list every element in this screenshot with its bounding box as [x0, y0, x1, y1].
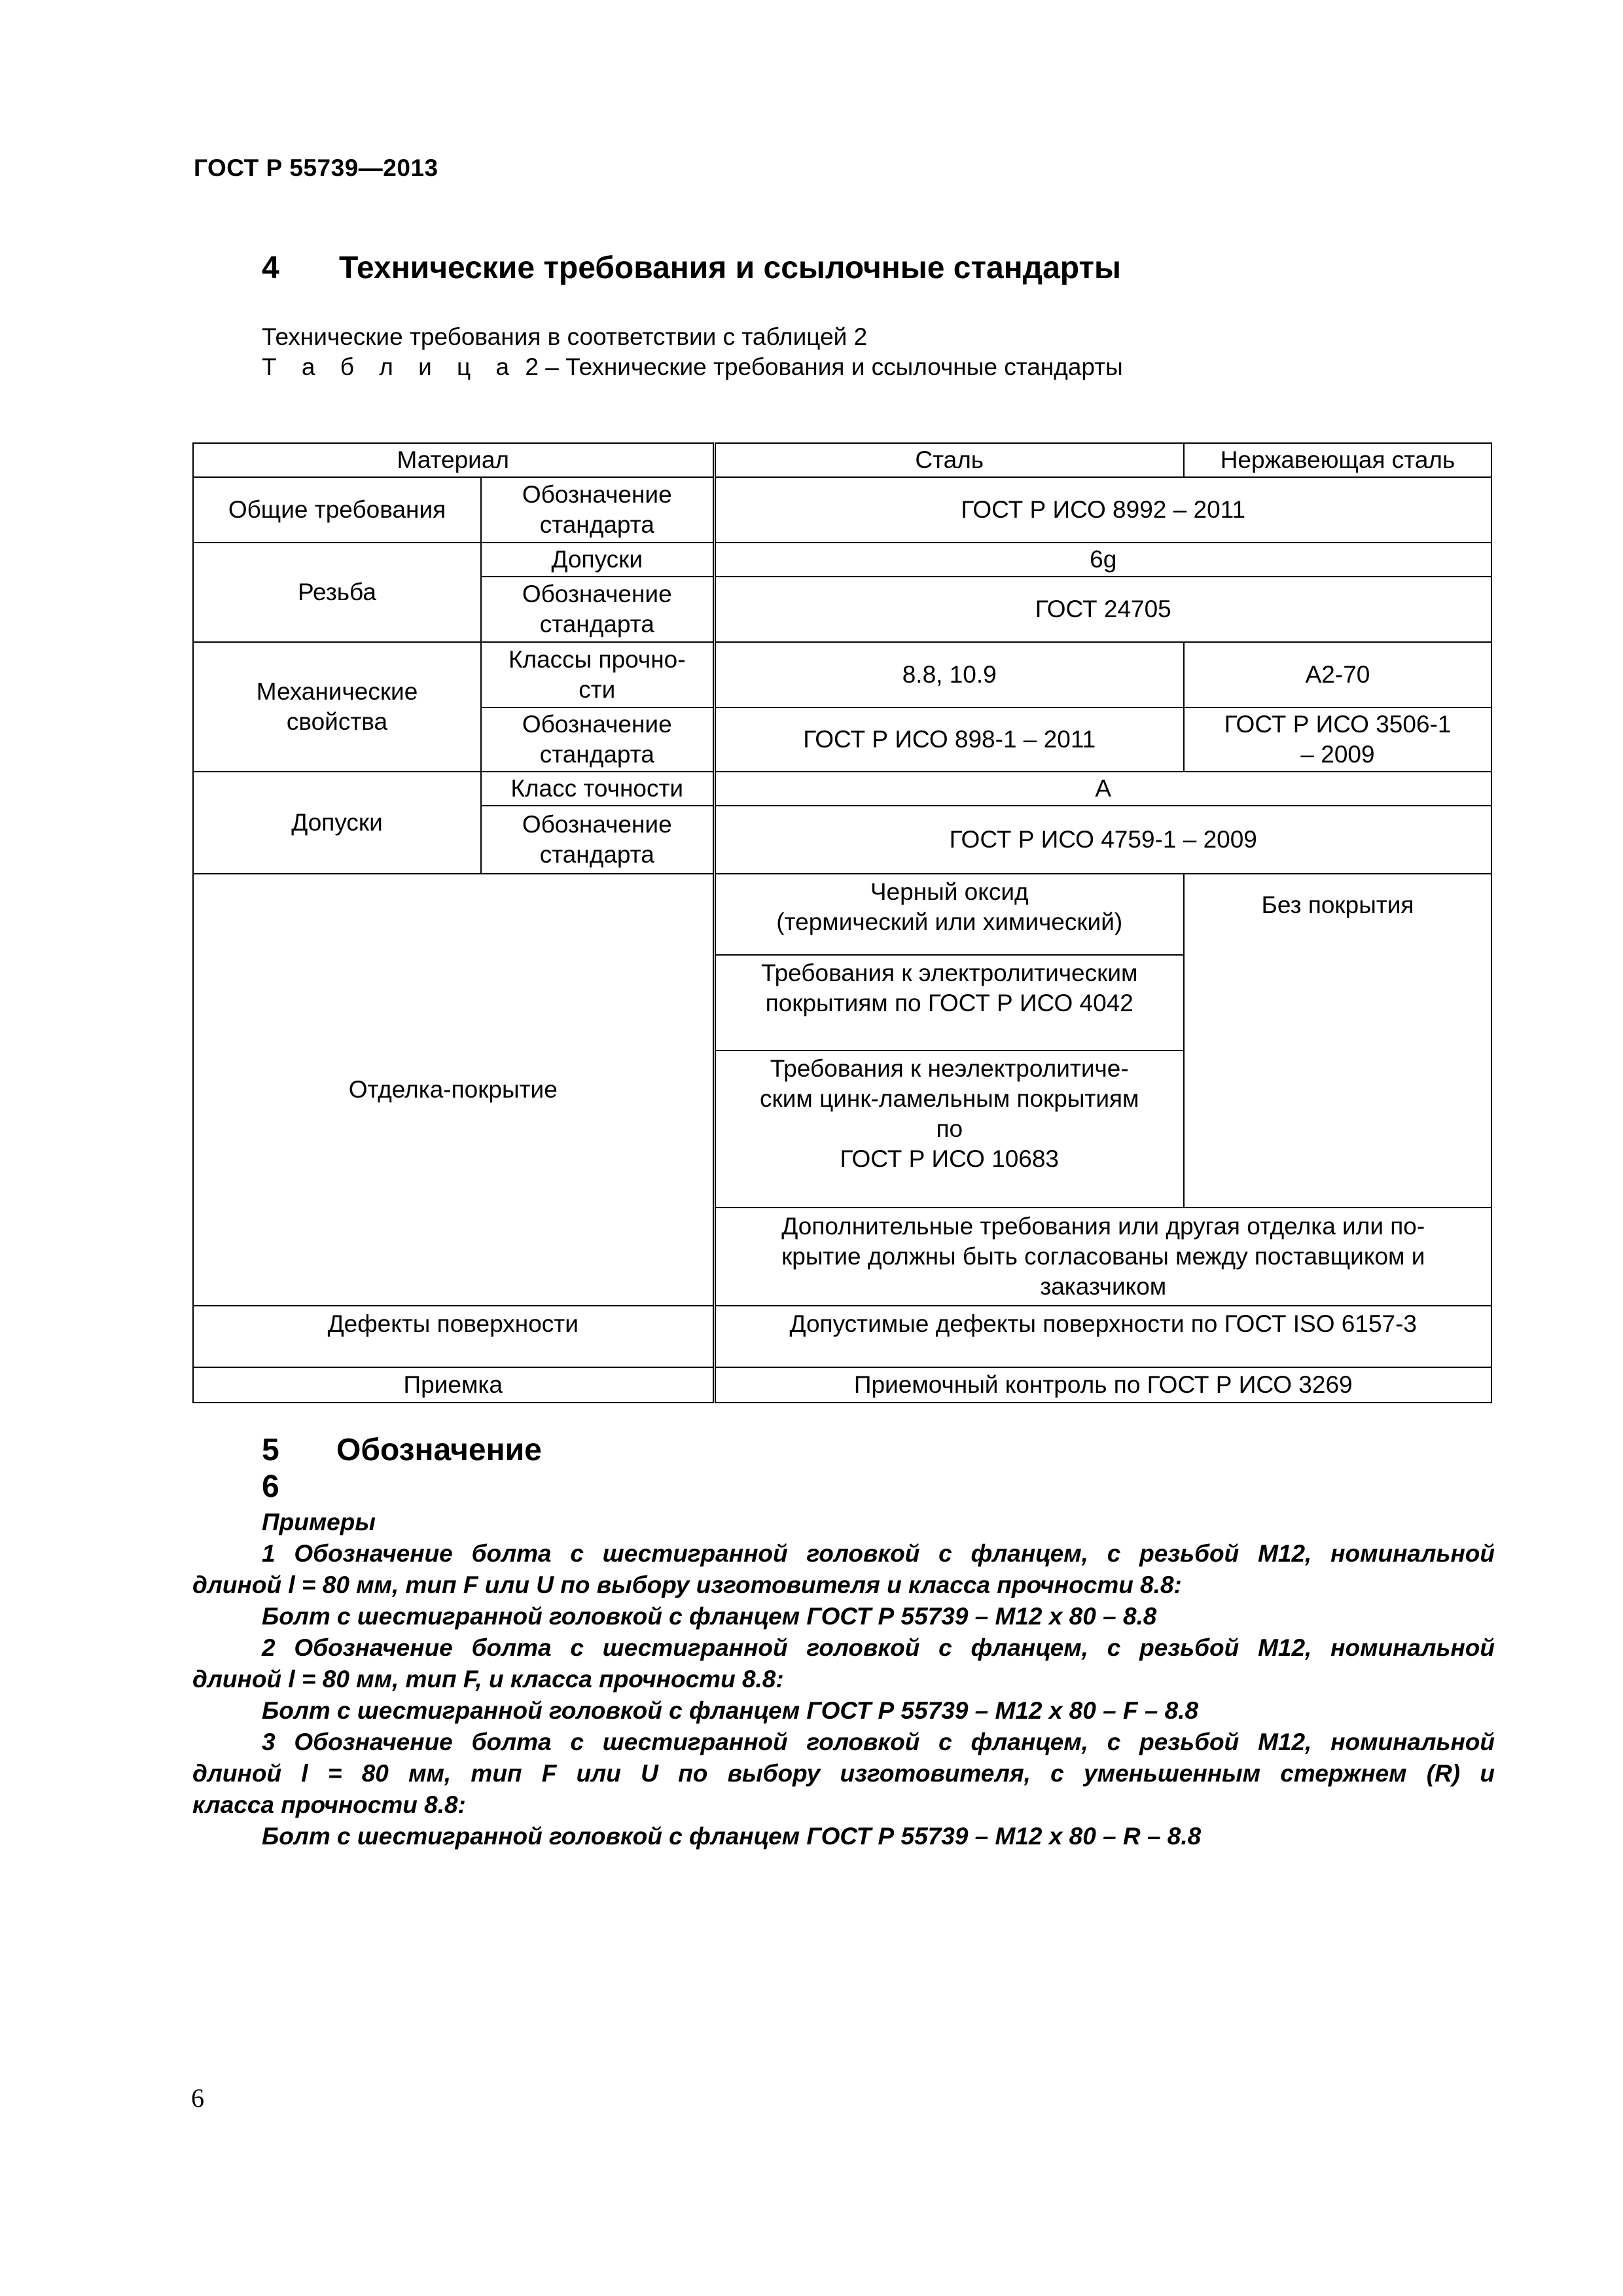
example-1-line-2: длиной l = 80 мм, тип F или U по выбору изготовителя и класса прочности 8.8: [192, 1571, 1182, 1598]
general-designation: Обозначение стандарта [481, 477, 714, 543]
thread-designation-value: ГОСТ 24705 [714, 577, 1491, 642]
mechanical-classes-steel: 8.8, 10.9 [714, 642, 1184, 708]
examples-block [192, 1507, 1495, 1852]
examples-heading: Примеры [262, 1509, 376, 1535]
example-3-line-2: длиной l = 80 мм, тип F или U по выбору изготовителя, с уменьшенным стержнем (R) и [192, 1760, 1495, 1787]
section-5-title: Обозначение [336, 1433, 542, 1467]
tolerances-accuracy-value: A [714, 772, 1491, 806]
finish-additional: Дополнительные требования или другая отделка или по- крытие должны быть согласованы между поставщиком и заказчиком [714, 1208, 1491, 1306]
example-1-result: Болт с шестигранной головкой с фланцем ГОСТ Р 55739 – М12 х 80 – 8.8 [262, 1603, 1157, 1630]
tolerances-designation: Обозначение стандарта [481, 806, 714, 874]
tolerances-accuracy: Класс точности [481, 772, 714, 806]
header-material: Материал [193, 443, 714, 477]
acceptance-label: Приемка [193, 1367, 714, 1403]
header-steel: Сталь [714, 443, 1184, 477]
general-value: ГОСТ Р ИСО 8992 – 2011 [714, 477, 1491, 543]
finish-label: Отделка-покрытие [193, 874, 714, 1306]
example-3-result: Болт с шестигранной головкой с фланцем ГОСТ Р 55739 – М12 х 80 – R – 8.8 [262, 1823, 1202, 1850]
table-row-mechanical-classes [193, 642, 1491, 708]
section-4-title: Технические требования и ссылочные стандарты [339, 251, 1121, 285]
mechanical-classes: Классы прочно- сти [481, 642, 714, 708]
finish-electroplated: Требования к электролитическим покрытиям по ГОСТ Р ИСО 4042 [714, 955, 1184, 1050]
table-caption [262, 353, 1123, 381]
general-label: Общие требования [193, 477, 481, 543]
header-stainless: Нержавеющая сталь [1184, 443, 1491, 477]
mechanical-designation-stainless: ГОСТ Р ИСО 3506-1 – 2009 [1184, 708, 1491, 772]
example-2-line-1: 2 Обозначение болта с шестигранной головкой с фланцем, с резьбой М12, номинальной [262, 1634, 1495, 1661]
finish-no-coating: Без покрытия [1184, 874, 1491, 1208]
table-row-finish-oxide [193, 874, 1491, 955]
example-2-line-2: длиной l = 80 мм, тип F, и класса прочности 8.8: [192, 1666, 784, 1693]
example-3-line-1: 3 Обозначение болта с шестигранной головкой с фланцем, с резьбой М12, номинальной [262, 1729, 1495, 1755]
mechanical-classes-stainless: A2-70 [1184, 642, 1491, 708]
table-row-tolerances-accuracy [193, 772, 1491, 806]
example-1-line-1: 1 Обозначение болта с шестигранной головкой с фланцем, с резьбой М12, номинальной [262, 1540, 1495, 1567]
section-4-number: 4 [262, 251, 279, 285]
finish-zinc-flake: Требования к неэлектролитиче- ским цинк-ламельным покрытиям по ГОСТ Р ИСО 10683 [714, 1050, 1184, 1208]
table-row-defects [193, 1306, 1491, 1367]
mechanical-designation-steel: ГОСТ Р ИСО 898-1 – 2011 [714, 708, 1184, 772]
mechanical-label: Механические свойства [193, 642, 481, 772]
thread-tolerances: Допуски [481, 543, 714, 577]
mechanical-designation: Обозначение стандарта [481, 708, 714, 772]
section-6-number: 6 [262, 1469, 279, 1504]
defects-value: Допустимые дефекты поверхности по ГОСТ ISO 6157-3 [714, 1306, 1491, 1367]
document-code: ГОСТ Р 55739—2013 [194, 154, 438, 181]
finish-black-oxide: Черный оксид (термический или химический) [714, 874, 1184, 955]
table-caption-label: Т а б л и ц а [262, 353, 519, 380]
defects-label: Дефекты поверхности [193, 1306, 714, 1367]
thread-designation: Обозначение стандарта [481, 577, 714, 642]
page-number: 6 [191, 2083, 204, 2113]
table-row-thread-tolerances [193, 543, 1491, 577]
table-caption-text: 2 – Технические требования и ссылочные стандарты [525, 353, 1123, 380]
thread-tolerances-value: 6g [714, 543, 1491, 577]
tolerances-label: Допуски [193, 772, 481, 874]
thread-label: Резьба [193, 543, 481, 642]
tolerances-designation-value: ГОСТ Р ИСО 4759-1 – 2009 [714, 806, 1491, 874]
requirements-table [192, 442, 1492, 1403]
example-3-line-3: класса прочности 8.8: [192, 1791, 466, 1818]
table-row-header [193, 443, 1491, 477]
section-5-number: 5 [262, 1433, 279, 1467]
acceptance-value: Приемочный контроль по ГОСТ Р ИСО 3269 [714, 1367, 1491, 1403]
section-4-intro: Технические требования в соответствии с таблицей 2 [262, 323, 868, 350]
example-2-result: Болт с шестигранной головкой с фланцем ГОСТ Р 55739 – М12 х 80 – F – 8.8 [262, 1697, 1199, 1724]
table-row-general [193, 477, 1491, 543]
table-row-acceptance [193, 1367, 1491, 1403]
